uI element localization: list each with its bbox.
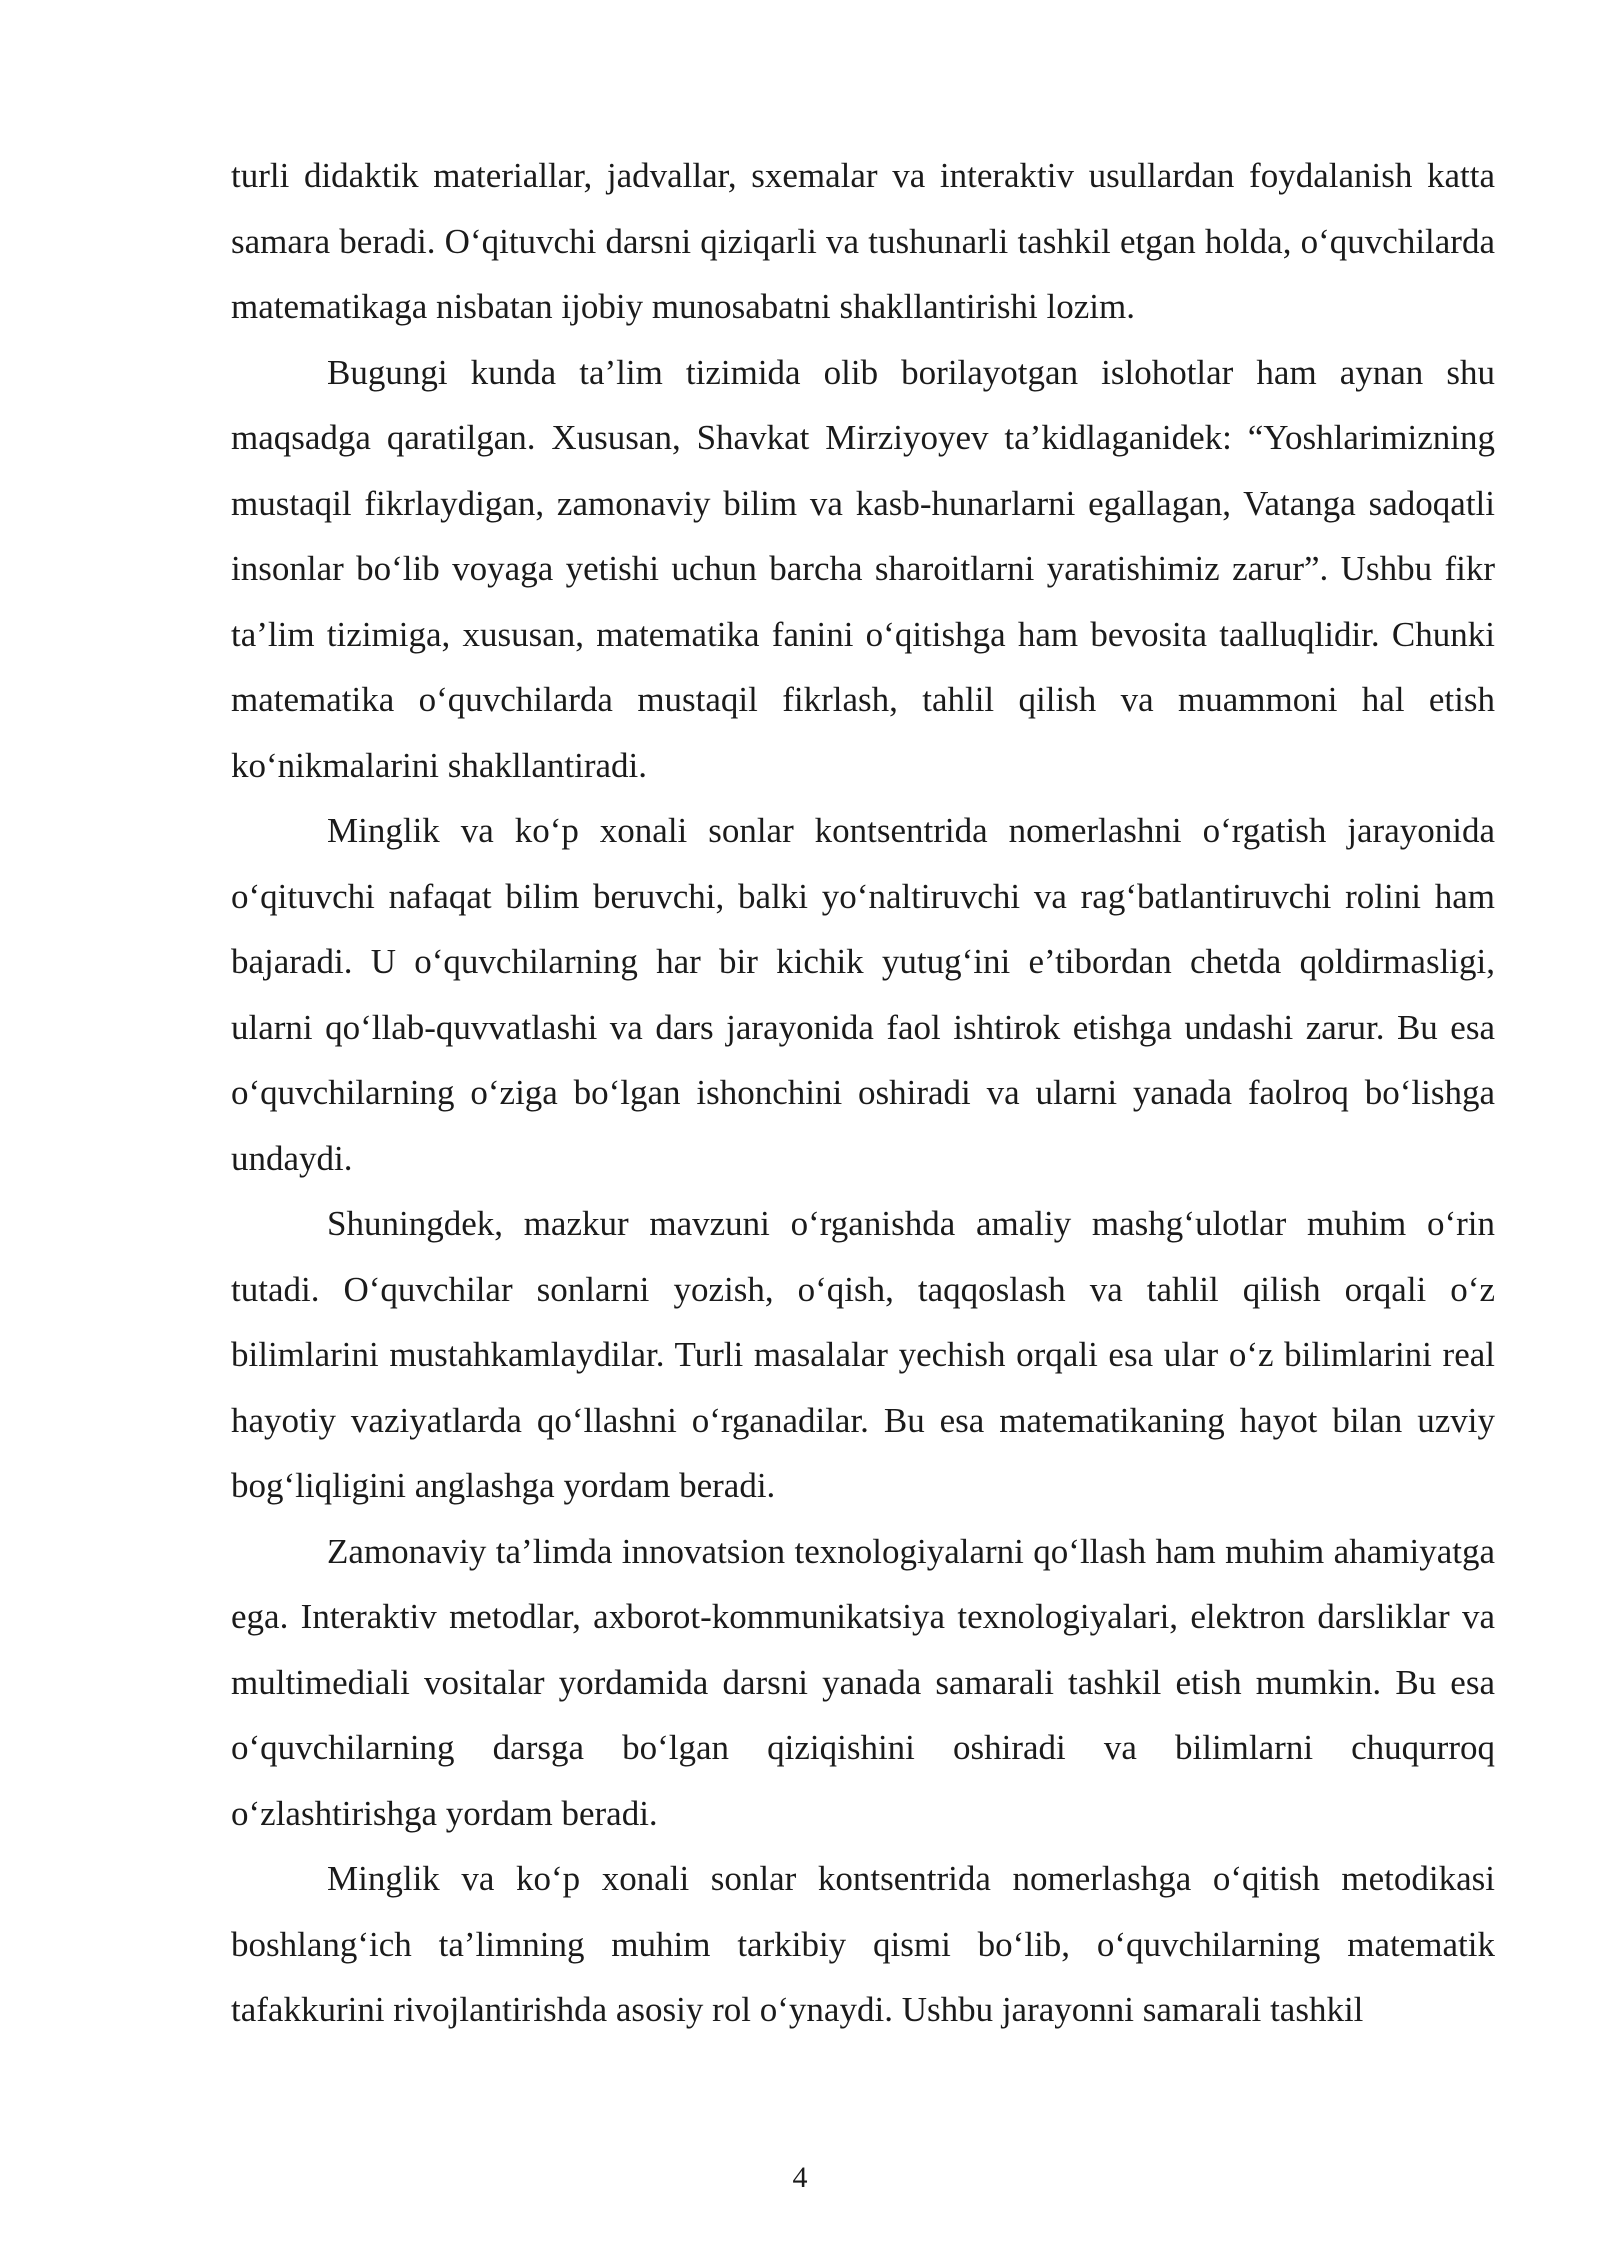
paragraph-continues: Minglik va ko‘p xonali sonlar kontsentrida nomerlashga o‘qitish metodikasi boshlang‘ich ta’limning muhim tarkibiy qismi bo‘lib, o‘quvchilarning matematik tafakkurini rivojlantirishda asosiy rol o‘ynaydi. Ushbu jarayonni samarali tashkil [231, 1859, 1495, 2029]
paragraph-continued: turli didaktik materiallar, jadvallar, sxemalar va interaktiv usullardan foydalanish katta samara beradi. O‘qituvchi darsni qiziqarli va tushunarli tashkil etgan holda, o‘quvchilarda matematikaga nisbatan ijobiy munosabatni shakllantirishi lozim. [231, 156, 1495, 326]
paragraph: Zamonaviy ta’limda innovatsion texnologiyalarni qo‘llash ham muhim ahamiyatga ega. Interaktiv metodlar, axborot-kommunikatsiya texnologiyalari, elektron darsliklar va multimediali vositalar yordamida darsni yanada samarali tashkil etish mumkin. Bu esa o‘quvchilarning darsga bo‘lgan qiziqishini oshiradi va bilimlarni chuqurroq o‘zlashtirishga yordam beradi. [231, 1531, 1495, 1833]
paragraph: Minglik va ko‘p xonali sonlar kontsentrida nomerlashni o‘rgatish jarayonida o‘qituvchi nafaqat bilim beruvchi, balki yo‘naltiruvchi va rag‘batlantiruvchi rolini ham bajaradi. U o‘quvchilarning har bir kichik yutug‘ini e’tibordan chetda qoldirmasligi, ularni qo‘llab-quvvatlashi va dars jarayonida faol ishtirok etishga undashi zarur. Bu esa o‘quvchilarning o‘ziga bo‘lgan ishonchini oshiradi va ularni yanada faolroq bo‘lishga undaydi. [231, 811, 1495, 1178]
paragraph: Shuningdek, mazkur mavzuni o‘rganishda amaliy mashg‘ulotlar muhim o‘rin tutadi. O‘quvchilar sonlarni yozish, o‘qish, taqqoslash va tahlil qilish orqali o‘z bilimlarini mustahkamlaydilar. Turli masalalar yechish orqali esa ular o‘z bilimlarini real hayotiy vaziyatlarda qo‘llashni o‘rganadilar. Bu esa matematikaning hayot bilan uzviy bog‘liqligini anglashga yordam beradi. [231, 1204, 1495, 1505]
paragraph: Bugungi kunda ta’lim tizimida olib borilayotgan islohotlar ham aynan shu maqsadga qaratilgan. Xususan, Shavkat Mirziyoyev ta’kidlaganidek: “Yoshlarimizning mustaqil fikrlaydigan, zamonaviy bilim va kasb-hunarlarni egallagan, Vatanga sadoqatli insonlar bo‘lib voyaga yetishi uchun barcha sharoitlarni yaratishimiz zarur”. Ushbu fikr ta’lim tizimiga, xususan, matematika fanini o‘qitishga ham bevosita taalluqlidir. Chunki matematika o‘quvchilarda mustaqil fikrlash, tahlil qilish va muammoni hal etish ko‘nikmalarini shakllantiradi. [231, 352, 1495, 785]
page-body [231, 143, 1495, 2043]
page-number: 4 [792, 2161, 808, 2194]
